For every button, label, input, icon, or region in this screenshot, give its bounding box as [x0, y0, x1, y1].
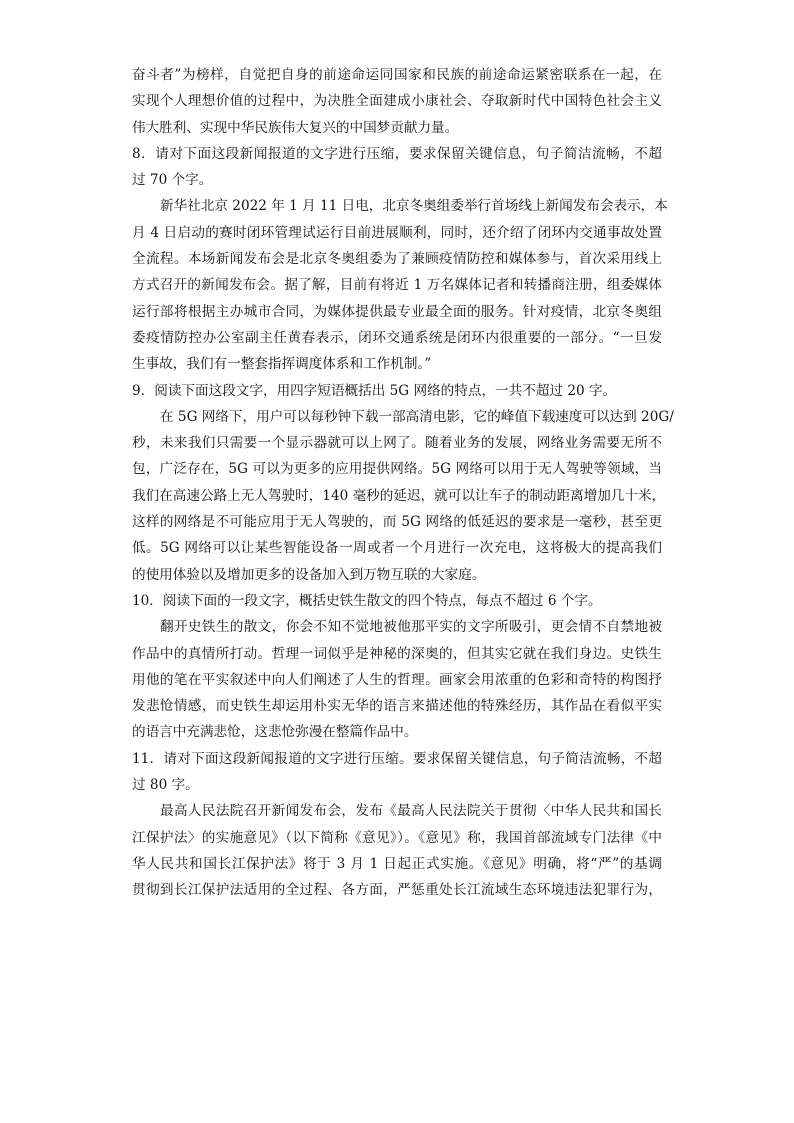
text-line: 这样的网络是不可能应用于无人驾驶的，而 5G 网络的低延迟的要求是一毫秒，甚至更: [132, 514, 662, 531]
p-intro-tail-paragraph: [132, 62, 662, 141]
text-line: 低。5G 网络可以让某些智能设备一周或者一个月进行一次充电，这将极大的提高我们: [132, 540, 662, 557]
text-line: 过 80 字。: [132, 777, 199, 794]
text-line: 9．阅读下面这段文字，用四字短语概括出 5G 网络的特点，一共不超过 20 字。: [132, 382, 617, 399]
text-line: 10．阅读下面的一段文字，概括史铁生散文的四个特点，每点不超过 6 个字。: [132, 592, 602, 609]
q10-paragraph: [132, 588, 662, 614]
text-line: 作品中的真情所打动。哲理一词似乎是神秘的深奥的，但其实它就在我们身边。史铁生: [132, 645, 662, 662]
q11-text-paragraph: [132, 798, 662, 903]
q10-text-paragraph: [132, 614, 662, 745]
text-line: 的语言中充满悲怆，这悲怆弥漫在整篇作品中。: [132, 724, 418, 741]
text-line: 全流程。本场新闻发布会是北京冬奥组委为了兼顾疫情防控和媒体参与，首次采用线上: [132, 251, 662, 268]
q11-paragraph: [132, 746, 662, 799]
text-line: 8．请对下面这段新闻报道的文字进行压缩，要求保留关键信息，句子简洁流畅，不超: [132, 145, 662, 162]
text-line: 实现个人理想价值的过程中，为决胜全面建成小康社会、夺取新时代中国特色社会主义: [132, 93, 662, 110]
text-line: 的使用体验以及增加更多的设备加入到万物互联的大家庭。: [132, 566, 486, 583]
text-line: 奋斗者”为榜样，自觉把自身的前途命运同国家和民族的前途命运紧密联系在一起，在: [132, 67, 662, 83]
text-line: 贯彻到长江保护法适用的全过程、各方面，严惩重处长江流域生态环境违法犯罪行为，: [132, 882, 662, 899]
text-line: 月 4 日启动的赛时闭环管理试运行目前进展顺利，同时，还介绍了闭环内交通事故处置: [132, 224, 662, 241]
text-line: 11．请对下面这段新闻报道的文字进行压缩。要求保留关键信息，句子简洁流畅，不超: [132, 750, 662, 767]
text-line: 江保护法〉的实施意见》（以下简称《意见》）。《意见》称，我国首部流域专门法律《中: [132, 829, 662, 846]
text-line: 伟大胜利、实现中华民族伟大复兴的中国梦贡献力量。: [132, 119, 459, 136]
q8-text-paragraph: [132, 193, 668, 377]
text-line: 最高人民法院召开新闻发布会，发布《最高人民法院关于贯彻〈中华人民共和国长: [160, 803, 662, 820]
text-line: 翻开史铁生的散文，你会不知不觉地被他那平实的文字所吸引，更会情不自禁地被: [160, 619, 662, 636]
text-line: 在 5G 网络下，用户可以每秒钟下载一部高清电影，它的峰值下载速度可以达到 20G/: [160, 408, 674, 425]
text-line: 委疫情防控办公室副主任黄春表示，闭环交通系统是闭环内很重要的一部分。“一旦发: [132, 329, 662, 346]
text-line: 秒，未来我们只需要一个显示器就可以上网了。随着业务的发展，网络业务需要无所不: [132, 435, 662, 452]
text-line: 运行部将根据主办城市合同，为媒体提供最专业最全面的服务。针对疫情，北京冬奥组: [132, 303, 662, 320]
q9-paragraph: [132, 378, 662, 404]
text-line: 用他的笔在平实叙述中向人们阐述了人生的哲理。画家会用浓重的色彩和奇特的构图抒: [132, 671, 662, 688]
q8-paragraph: [132, 141, 662, 194]
text-line: 生事故，我们有一整套指挥调度体系和工作机制。”: [132, 356, 432, 373]
text-line: 发悲怆情感，而史铁生却运用朴实无华的语言来描述他的特殊经历，其作品在看似平实: [132, 698, 662, 715]
text-line: 我们在高速公路上无人驾驶时，140 毫秒的延迟，就可以让车子的制动距离增加几十米，: [132, 487, 666, 504]
text-line: 方式召开的新闻发布会。据了解，目前有将近 1 万名媒体记者和转播商注册，组委媒体: [132, 277, 662, 294]
text-line: 新华社北京 2022 年 1 月 11 日电，北京冬奥组委举行首场线上新闻发布会表示，本: [160, 198, 668, 215]
text-line: 过 70 个字。: [132, 172, 213, 189]
text-line: 包，广泛存在，5G 可以为更多的应用提供网络。5G 网络可以用于无人驾驶等领域，当: [132, 461, 662, 478]
text-line: 华人民共和国长江保护法》将于 3 月 1 日起正式实施。《意见》明确，将“严”的基调: [132, 855, 662, 872]
q9-text-paragraph: [132, 404, 674, 588]
document-page: [132, 62, 674, 904]
